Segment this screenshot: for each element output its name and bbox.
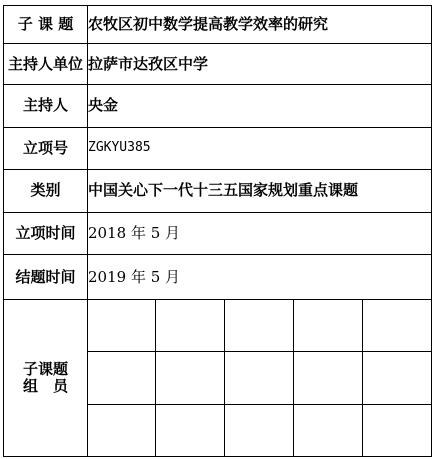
category-value: 中国关心下一代十三五国家规划重点课题	[88, 170, 432, 213]
row-start-date	[4, 212, 432, 255]
project-no-label: 立项号	[4, 127, 88, 170]
project-no-value: ZGKYU385	[88, 127, 432, 170]
member-cell	[363, 404, 432, 456]
category-label: 类别	[4, 170, 88, 213]
member-cell	[88, 352, 156, 404]
row-host	[4, 84, 432, 127]
row-topic	[4, 6, 432, 44]
member-cell	[363, 300, 432, 352]
members-label	[4, 300, 88, 457]
member-cell	[225, 404, 294, 456]
host-value: 央金	[88, 84, 432, 127]
unit-value: 拉萨市达孜区中学	[88, 44, 432, 85]
topic-label: 子 课 题	[4, 6, 88, 44]
members-label-line1: 子课题	[22, 359, 68, 378]
start-date-value: 2018 年 5 月	[88, 212, 432, 255]
topic-value: 农牧区初中数学提高教学效率的研究	[88, 6, 432, 44]
member-cell	[294, 352, 363, 404]
member-cell	[156, 300, 225, 352]
members-row-1	[4, 300, 432, 352]
start-date-label: 立项时间	[4, 212, 88, 255]
member-cell	[225, 352, 294, 404]
member-cell	[88, 404, 156, 456]
end-date-value: 2019 年 5 月	[88, 255, 432, 300]
member-cell	[88, 300, 156, 352]
project-info-table	[3, 5, 432, 457]
member-cell	[363, 352, 432, 404]
member-cell	[156, 404, 225, 456]
row-category	[4, 170, 432, 213]
member-cell	[225, 300, 294, 352]
end-date-label: 结题时间	[4, 255, 88, 300]
member-cell	[294, 404, 363, 456]
member-cell	[156, 352, 225, 404]
members-label-line2: 组 员	[22, 377, 68, 396]
row-project-no	[4, 127, 432, 170]
row-end-date	[4, 255, 432, 300]
row-unit	[4, 44, 432, 85]
host-label: 主持人	[4, 84, 88, 127]
member-cell	[294, 300, 363, 352]
unit-label: 主持人单位	[4, 44, 88, 85]
